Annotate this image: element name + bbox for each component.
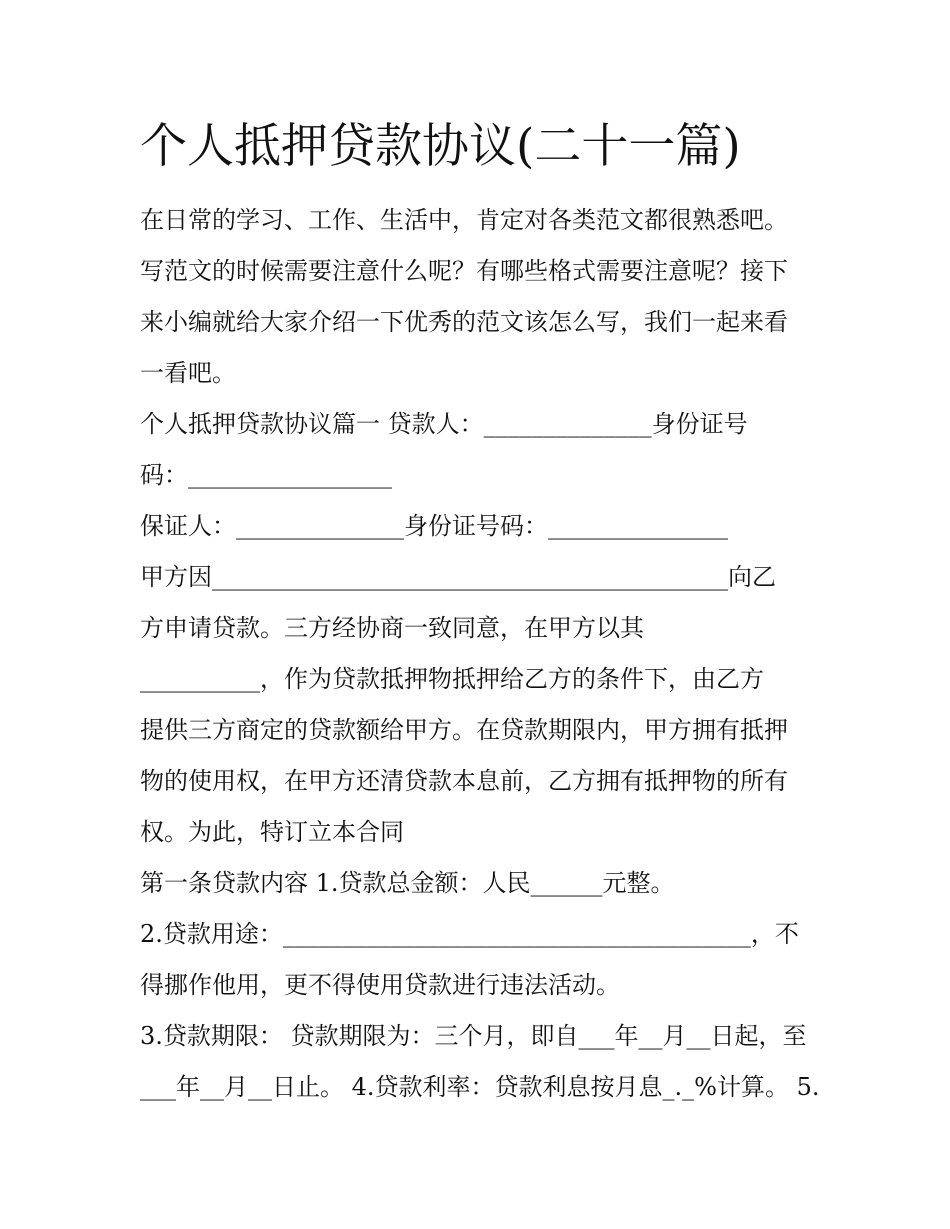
paragraph-line: 方申请贷款。三方经协商一致同意，在甲方以其: [140, 614, 644, 642]
paragraph-line: 来小编就给大家介绍一下优秀的范文该怎么写，我们一起来看: [140, 308, 788, 336]
paragraph-line: ___年__月__日止。 4.贷款利率：贷款利息按月息_._%计算。 5.: [140, 1073, 820, 1101]
paragraph-line: 2.贷款用途：_______________________________________，不: [140, 920, 799, 948]
paragraph-line: 写范文的时候需要注意什么呢？有哪些格式需要注意呢？接下: [140, 257, 788, 285]
paragraph-line: 权。为此，特订立本合同: [140, 818, 404, 846]
paragraph-line: 提供三方商定的贷款额给甲方。在贷款期限内，甲方拥有抵押: [140, 716, 788, 744]
paragraph-line: 保证人：______________身份证号码：_______________: [140, 512, 728, 540]
paragraph-line: __________，作为贷款抵押物抵押给乙方的条件下，由乙方: [140, 665, 764, 693]
paragraph-line: 码：_________________: [140, 461, 392, 489]
paragraph-line: 3.贷款期限： 贷款期限为：三个月，即自___年__月__日起，至: [140, 1022, 807, 1050]
paragraph-line: 第一条贷款内容 1.贷款总金额：人民______元整。: [140, 869, 675, 897]
paragraph-line: 物的使用权，在甲方还清贷款本息前，乙方拥有抵押物的所有: [140, 767, 788, 795]
paragraph-line: 在日常的学习、工作、生活中，肯定对各类范文都很熟悉吧。: [140, 206, 788, 234]
paragraph-line: 个人抵押贷款协议篇一 贷款人：______________身份证号: [140, 410, 748, 438]
document-title: 个人抵押贷款协议(二十一篇): [140, 119, 741, 174]
paragraph-line: 甲方因___________________________________________向乙: [140, 563, 776, 591]
paragraph-line: 一看吧。: [140, 359, 236, 387]
paragraph-line: 得挪作他用，更不得使用贷款进行违法活动。: [140, 971, 620, 999]
